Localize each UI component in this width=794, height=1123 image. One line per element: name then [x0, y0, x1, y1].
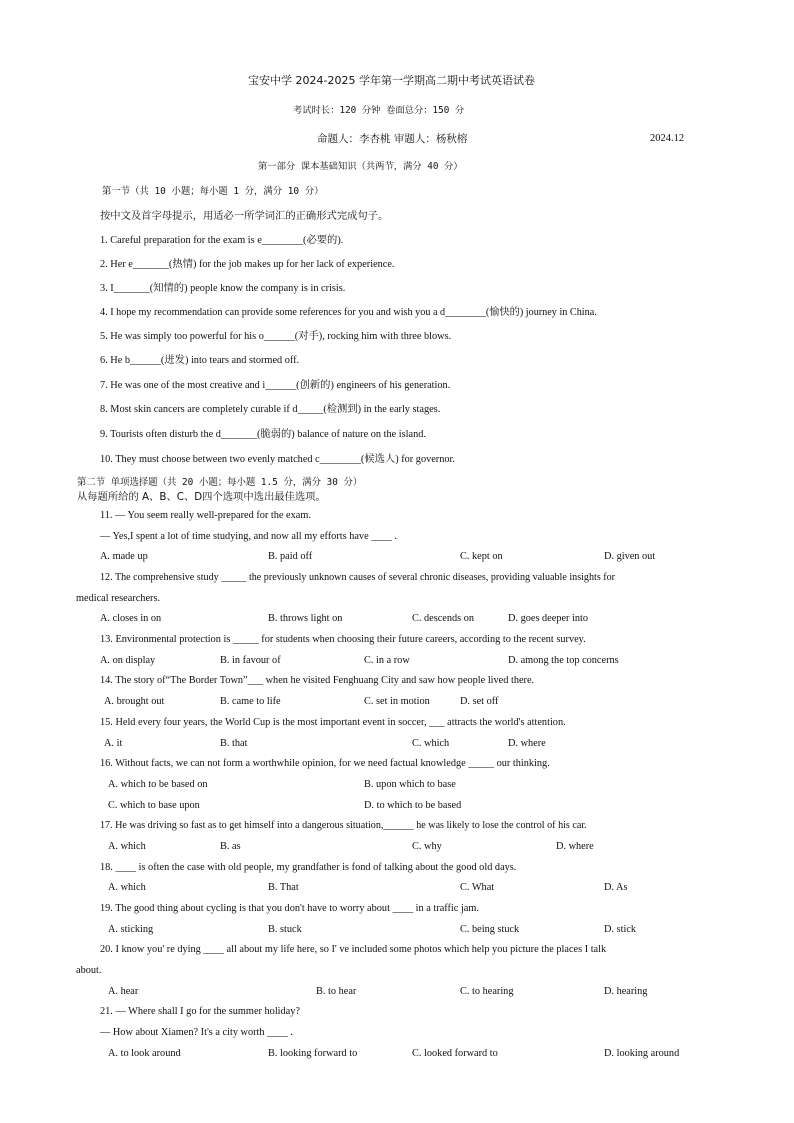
fill-item-3: 3. I_______(知情的) people know the company is in crisis. — [100, 283, 346, 294]
q17-option-a: A. which — [108, 841, 146, 852]
q13-option-b: B. in favour of — [220, 655, 281, 666]
question-21-stem: 21. — Where shall I go for the summer holiday? — [100, 1006, 300, 1017]
q20-option-a: A. hear — [108, 986, 139, 997]
q11-option-a: A. made up — [100, 551, 148, 562]
q19-option-d: D. stick — [604, 924, 637, 935]
question-19-stem: 19. The good thing about cycling is that you don't have to worry about ____ in a traffic jam. — [100, 903, 479, 914]
section1-heading: 第一节（共 10 小题；每小题 1 分，满分 10 分） — [102, 186, 324, 197]
part1-heading: 第一部分 课本基础知识（共两节，满分 40 分） — [258, 161, 463, 172]
fill-item-4: 4. I hope my recommendation can provide some references for you and wish you a d________(愉快的) journey in China. — [100, 307, 597, 318]
q21-option-b: B. looking forward to — [268, 1048, 358, 1059]
q16-option-d: D. to which to be based — [364, 800, 462, 811]
q15-option-b: B. that — [220, 738, 248, 749]
question-16-stem: 16. Without facts, we can not form a worthwhile opinion, for we need factual knowledge _____ our thinking. — [100, 758, 550, 769]
question-21-reply: — How about Xiamen? It's a city worth ____ . — [100, 1027, 293, 1038]
q15-option-a: A. it — [104, 738, 123, 749]
fill-item-8: 8. Most skin cancers are completely curable if d_____(检测到) in the early stages. — [100, 404, 441, 415]
q14-option-c: C. set in motion — [364, 696, 430, 707]
q16-option-b: B. upon which to base — [364, 779, 456, 790]
fill-item-2: 2. Her e_______(热情) for the job makes up for her lack of experience. — [100, 259, 395, 270]
exam-date: 2024.12 — [650, 133, 685, 144]
question-11-reply: — Yes,I spent a lot of time studying, and now all my efforts have ____ . — [100, 531, 397, 542]
q20-option-c: C. to hearing — [460, 986, 514, 997]
q16-option-a: A. which to be based on — [108, 779, 208, 790]
fill-item-6: 6. He b______(迸发) into tears and stormed off. — [100, 355, 300, 366]
q11-option-b: B. paid off — [268, 551, 313, 562]
question-13-stem: 13. Environmental protection is _____ for students when choosing their future careers, according to the recent survey. — [100, 634, 586, 645]
q12-option-d: D. goes deeper into — [508, 613, 589, 624]
q13-option-d: D. among the top concerns — [508, 655, 619, 666]
q11-option-d: D. given out — [604, 551, 656, 562]
section1-instruction: 按中文及首字母提示，用适必一所学词汇的正确形式完成句子。 — [100, 210, 389, 222]
q21-option-c: C. looked forward to — [412, 1048, 498, 1059]
question-11-stem: 11. — You seem really well-prepared for the exam. — [100, 510, 311, 521]
q19-option-c: C. being stuck — [460, 924, 520, 935]
section2-instruction: 从每题所给的 A、B、C、D四个选项中选出最佳选项。 — [77, 491, 326, 503]
q17-option-d: D. where — [556, 841, 594, 852]
q11-option-c: C. kept on — [460, 551, 503, 562]
q15-option-c: C. which — [412, 738, 450, 749]
q18-option-b: B. That — [268, 882, 299, 893]
q18-option-c: C. What — [460, 882, 495, 893]
fill-item-10: 10. They must choose between two evenly matched c________(候选人) for governor. — [100, 454, 455, 465]
q20-option-d: D. hearing — [604, 986, 648, 997]
q13-option-a: A. on display — [100, 655, 156, 666]
q12-option-a: A. closes in on — [100, 613, 162, 624]
q14-option-d: D. set off — [460, 696, 499, 707]
question-15-stem: 15. Held every four years, the World Cup is the most important event in soccer, ___ attracts the world's attention. — [100, 717, 566, 728]
question-18-stem: 18. ____ is often the case with old people, my grandfather is fond of talking about the good old days. — [100, 862, 517, 873]
q12-option-b: B. throws light on — [268, 613, 343, 624]
q14-option-a: A. brought out — [104, 696, 165, 707]
setters: 命题人：李杏桃 审题人：杨秋榕 — [317, 133, 468, 145]
q12-option-c: C. descends on — [412, 613, 475, 624]
q18-option-a: A. which — [108, 882, 146, 893]
q15-option-d: D. where — [508, 738, 546, 749]
q19-option-a: A. sticking — [108, 924, 154, 935]
q13-option-c: C. in a row — [364, 655, 410, 666]
question-20-stem-cont: about. — [76, 965, 102, 976]
question-17-stem: 17. He was driving so fast as to get himself into a dangerous situation,______ he was likely to lose the control of his car. — [100, 820, 587, 831]
fill-item-5: 5. He was simply too powerful for his o______(对手), rocking him with three blows. — [100, 331, 452, 342]
q21-option-a: A. to look around — [108, 1048, 181, 1059]
question-12-stem: 12. The comprehensive study _____ the previously unknown causes of several chronic diseases, providing valuable insights for — [100, 572, 616, 583]
exam-title: 宝安中学 2024-2025 学年第一学期高二期中考试英语试卷 — [248, 74, 535, 87]
q21-option-d: D. looking around — [604, 1048, 680, 1059]
q14-option-b: B. came to life — [220, 696, 281, 707]
q20-option-b: B. to hear — [316, 986, 357, 997]
q17-option-b: B. as — [220, 841, 241, 852]
question-14-stem: 14. The story of“The Border Town”___ when he visited Fenghuang City and saw how people lived there. — [100, 675, 535, 686]
q19-option-b: B. stuck — [268, 924, 302, 935]
q16-option-c: C. which to base upon — [108, 800, 200, 811]
fill-item-7: 7. He was one of the most creative and i______(创新的) engineers of his generation. — [100, 380, 451, 391]
q17-option-c: C. why — [412, 841, 442, 852]
fill-item-1: 1. Careful preparation for the exam is e________(必要的). — [100, 235, 344, 246]
q18-option-d: D. As — [604, 882, 628, 893]
section2-heading: 第二节 单项选择题（共 20 小题；每小题 1.5 分，满分 30 分） — [77, 477, 363, 488]
exam-info: 考试时长：120 分钟 卷面总分：150 分 — [293, 105, 465, 116]
question-12-stem-cont: medical researchers. — [76, 593, 161, 604]
fill-item-9: 9. Tourists often disturb the d_______(脆弱的) balance of nature on the island. — [100, 429, 426, 440]
question-20-stem: 20. I know you' re dying ____ all about my life here, so I' ve included some photos which help you picture the places I talk — [100, 944, 607, 955]
